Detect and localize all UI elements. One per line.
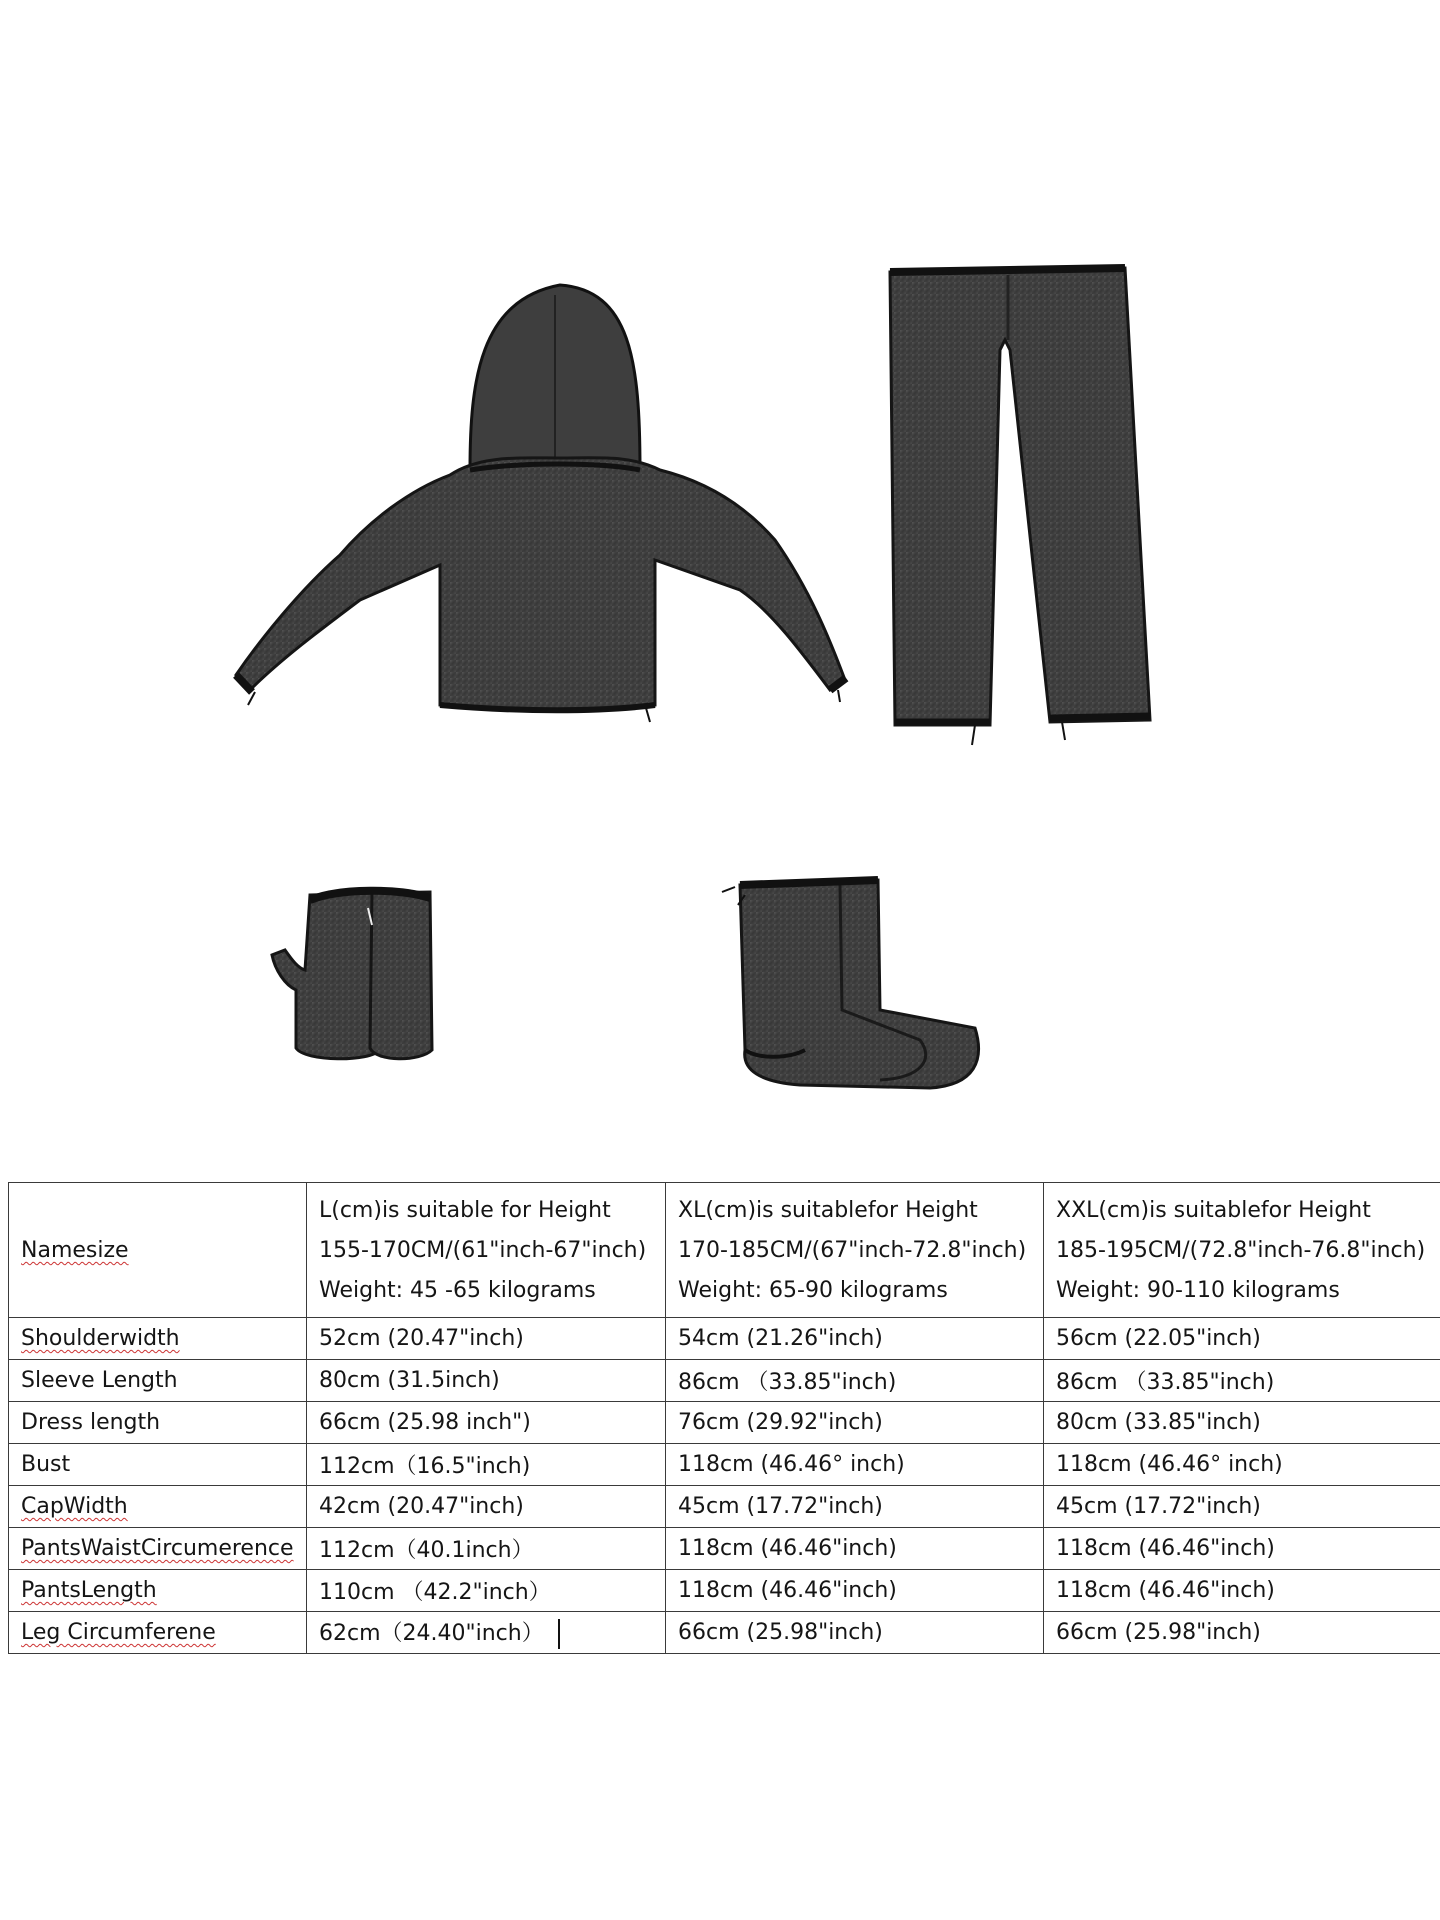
table-cell: 112cm（16.5"inch) [307,1444,666,1486]
table-row [9,1402,1440,1444]
table-row [9,1528,1440,1570]
row-label-text: PantsWaistCircumerence [21,1536,294,1561]
table-cell: 76cm (29.92"inch) [666,1402,1044,1444]
table-row [9,1570,1440,1612]
row-label-text: Leg Circumferene [21,1620,216,1645]
row-label [9,1528,307,1570]
table-cell: 118cm (46.46° inch) [1044,1444,1440,1486]
table-cell[interactable] [307,1612,666,1654]
row-label: Sleeve Length [9,1360,307,1402]
mesh-socks-icon [722,880,979,1088]
row-label [9,1612,307,1654]
mesh-gloves-icon [272,891,432,1059]
mesh-pants-icon [890,268,1150,745]
mesh-jacket-icon [236,285,846,722]
table-cell: 66cm (25.98"inch) [666,1612,1044,1654]
size-chart-table [8,1182,1440,1654]
table-cell: 80cm (31.5inch) [307,1360,666,1402]
header-name-label: Namesize [21,1238,129,1263]
size-xl-title: XL(cm)is suitablefor Height [678,1198,978,1223]
size-xxl-title: XXL(cm)is suitablefor Height [1056,1198,1371,1223]
row-label [9,1318,307,1360]
table-cell: 118cm (46.46"inch) [666,1570,1044,1612]
table-cell: 56cm (22.05"inch) [1044,1318,1440,1360]
table-cell: 45cm (17.72"inch) [1044,1486,1440,1528]
table-cell: 118cm (46.46"inch) [1044,1570,1440,1612]
row-label [9,1486,307,1528]
table-cell: 66cm (25.98 inch") [307,1402,666,1444]
table-row [9,1360,1440,1402]
table-header-row [9,1183,1440,1318]
header-size-l [307,1183,666,1318]
row-label-text: Shoulderwidth [21,1326,180,1351]
cell-text: 62cm（24.40"inch） [319,1621,544,1646]
table-row [9,1444,1440,1486]
table-cell: 42cm (20.47"inch) [307,1486,666,1528]
row-label-text: CapWidth [21,1494,128,1519]
table-cell: 80cm (33.85"inch) [1044,1402,1440,1444]
row-label-text: PantsLength [21,1578,157,1603]
table-row [9,1318,1440,1360]
header-size-xl [666,1183,1044,1318]
size-xl-weight: Weight: 65-90 kilograms [678,1278,948,1303]
table-cell: 118cm (46.46° inch) [666,1444,1044,1486]
size-l-weight: Weight: 45 -65 kilograms [319,1278,596,1303]
header-size-xxl [1044,1183,1440,1318]
table-cell: 118cm (46.46"inch) [1044,1528,1440,1570]
table-row [9,1486,1440,1528]
table-cell: 54cm (21.26"inch) [666,1318,1044,1360]
table-cell: 86cm （33.85"inch) [1044,1360,1440,1402]
table-row [9,1612,1440,1654]
table-cell: 112cm（40.1inch） [307,1528,666,1570]
header-name-cell [9,1183,307,1318]
row-label: Bust [9,1444,307,1486]
size-xl-height: 170-185CM/(67"inch-72.8"inch) [678,1238,1027,1263]
text-cursor [558,1619,560,1649]
table-cell: 52cm (20.47"inch) [307,1318,666,1360]
size-xxl-height: 185-195CM/(72.8"inch-76.8"inch) [1056,1238,1426,1263]
table-cell: 45cm (17.72"inch) [666,1486,1044,1528]
table-cell: 66cm (25.98"inch) [1044,1612,1440,1654]
table-cell: 86cm （33.85"inch) [666,1360,1044,1402]
row-label: Dress length [9,1402,307,1444]
size-xxl-weight: Weight: 90-110 kilograms [1056,1278,1340,1303]
table-cell: 118cm (46.46"inch) [666,1528,1044,1570]
table-cell: 110cm （42.2"inch） [307,1570,666,1612]
size-l-title: L(cm)is suitable for Height [319,1198,611,1223]
size-l-height: 155-170CM/(61"inch-67"inch) [319,1238,647,1263]
row-label [9,1570,307,1612]
